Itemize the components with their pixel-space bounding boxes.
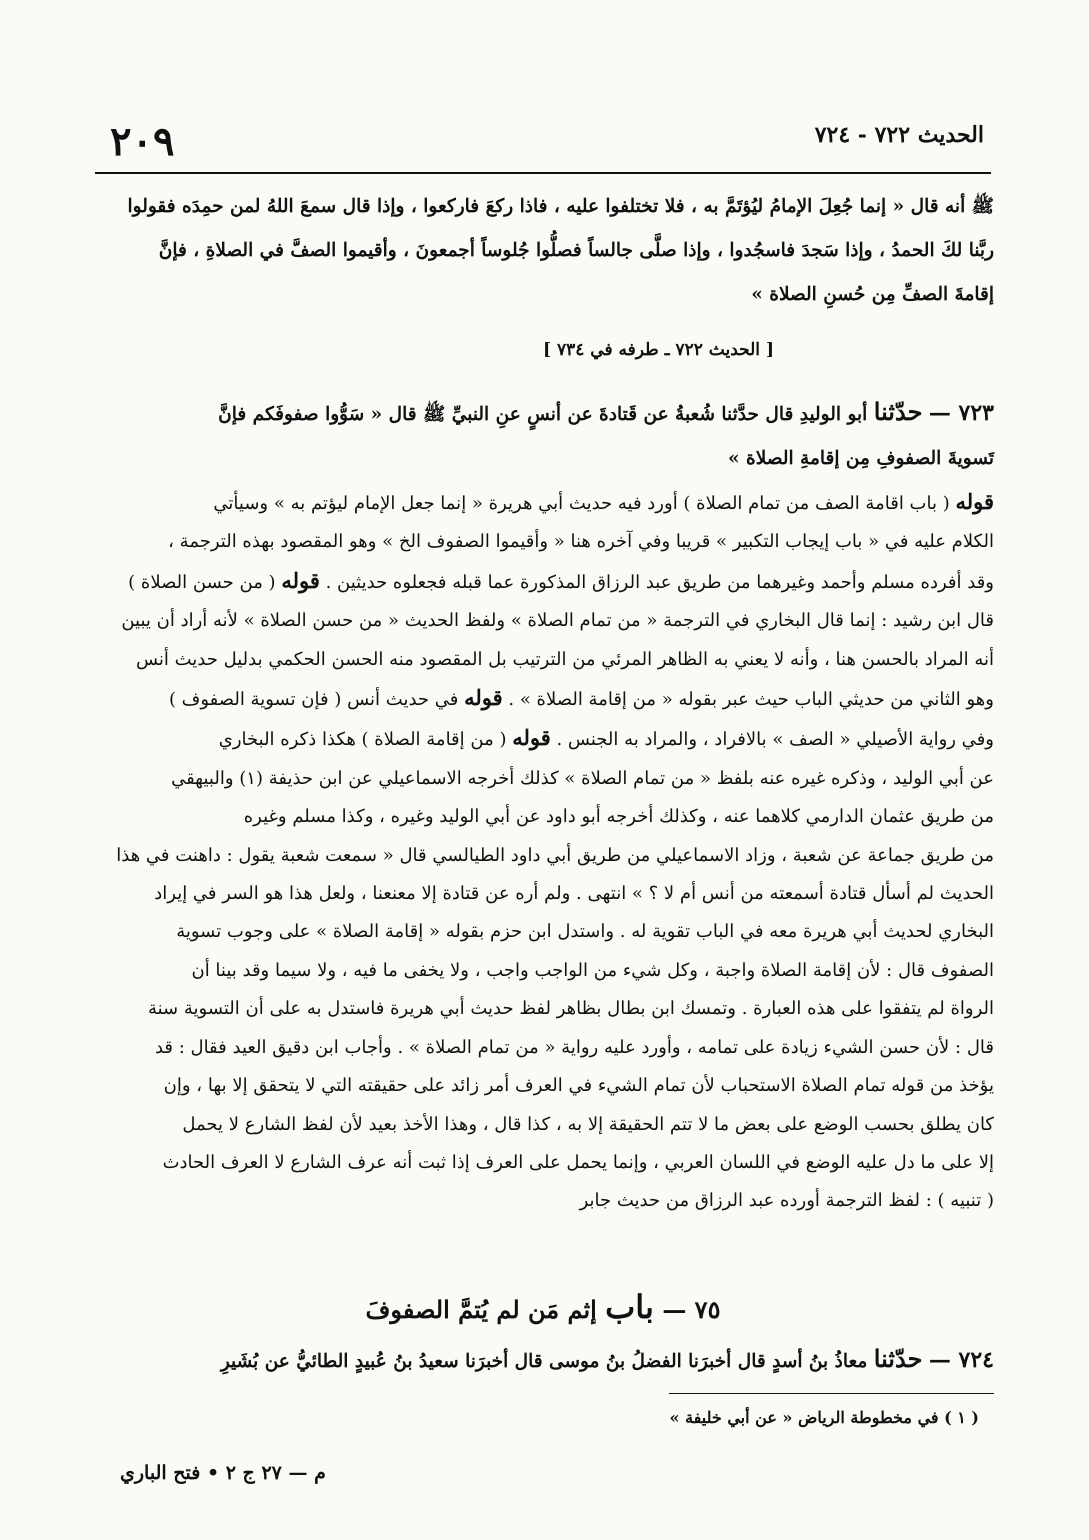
tanbih-note: ( تنبيه ) : لفظ الترجمة أورده عبد الرزاق من حديث جابر [579,1190,994,1212]
commentary-line [92,679,994,719]
hadith-number: ٧٢٣ — [928,400,994,426]
chapter-heading [92,1288,994,1326]
commentary-line: من طريق جماعة عن شعبة ، وزاد الاسماعيلي من طريق أبي داود الطيالسي قال « سمعت شعبة يقول : داهنت في هذا [116,844,994,866]
qawluhu-marker: قوله [512,725,551,751]
hadith-723-line-2: تَسويةَ الصفوفِ مِن إقامةِ الصلاة » [728,448,994,469]
commentary-line: الحديث لم أسأل قتادة أسمعته من أنس أم لا ؟ » انتهى . ولم أره عن قتادة إلا معنعنا ، ولعل هذا هو السر في إيراد [154,883,994,905]
hadith-line: إقامةَ الصفِّ مِن حُسنِ الصلاة » [751,284,994,305]
header-rule [95,172,991,174]
commentary-line [92,483,994,523]
commentary-line: من طريق عثمان الدارمي كلاهما عنه ، وكذلك أخرجه أبو داود عن أبي الوليد وغيره ، وكذا مسلم وغيره [243,806,994,828]
commentary-text: ( باب اقامة الصف من تمام الصلاة ) أورد فيه حديث أبي هريرة « إنما جعل الإمام ليؤتم به » وسيأتي [213,493,950,514]
commentary-line: عن أبي الوليد ، وذكره غيره عنه بلفظ « من تمام الصلاة » كذلك أخرجه الاسماعيلي عن ابن حذيفة (١) والبيهقي [171,767,994,789]
hadith-number: ٧٢٤ — [928,1347,994,1373]
hadith-line: ربَّنا لكَ الحمدُ ، وإذا سَجدَ فاسجُدوا ، وإذا صلَّى جالساً فصلُّوا جُلوساً أجمعونَ ، وأقيموا الصفَّ في الصلاةِ ، فإنَّ [158,240,994,261]
commentary-line: يؤخذ من قوله تمام الصلاة الاستحباب لأن تمام الشيء في العرف أمر زائد على حقيقته التي لا يتحقق إلا بها ، وإن [163,1075,994,1097]
commentary-line [92,562,994,602]
commentary-text: وفي رواية الأصيلي « الصف » بالافراد ، والمراد به الجنس . [556,729,994,751]
page-number: ٢٠٩ [110,118,175,165]
qawluhu-marker: قوله [955,489,994,514]
commentary-line: الرواة لم يتفقوا على هذه العبارة . وتمسك ابن بطال بظاهر لفظ حديث أبي هريرة فاستدل به على أن التسوية سنة [147,998,994,1020]
haddathana-label: حدّثنا [873,397,923,426]
commentary-line: قال : لأن حسن الشيء زيادة على تمامه ، وأورد عليه رواية « من تمام الصلاة » . وأجاب ابن دقيق العيد فقال : قد [154,1036,994,1058]
commentary [92,483,994,1221]
hadith-723-line-1 [92,390,994,437]
qawluhu-marker: قوله [464,685,503,711]
hadith-723 [92,390,994,481]
footnote-rule [669,1393,994,1394]
commentary-line: أنه المراد بالحسن هنا ، وأنه لا يعني به الظاهر المرئي من الترتيب بل المقصود منه الحسن الحكمي بدليل حديث أنس [135,648,994,670]
bab-label: باب [605,1288,654,1326]
commentary-text: وهو الثاني من حديثي الباب حيث عبر بقوله « من إقامة الصلاة » . [508,689,994,711]
qawluhu-marker: قوله [281,567,320,593]
commentary-line: البخاري لحديث أبي هريرة معه في الباب تقوية له . واستدل ابن حزم بقوله « إقامة الصلاة » على وجوب تسوية [176,921,994,943]
hadith-text: معاذُ بنُ أسدٍ قال أخبرَنا الفضلُ بنُ موسى قال أخبرَنا سعيدُ بنُ عُبيدٍ الطائيُّ عن بُشَيرِ [220,1351,868,1372]
chapter-title: إثم مَن لم يُتمَّ الصفوفَ [365,1295,597,1324]
commentary-line: الصفوف قال : لأن إقامة الصلاة واجبة ، وكل شيء من الواجب واجب ، ولا يخفى ما فيه ، ولا سيما وقد بينا أن [191,959,994,981]
commentary-text: ( من حسن الصلاة ) [128,571,276,593]
printer-signature: م — ٢٧ ج ٢ • فتح الباري [120,1462,326,1484]
haddathana-label: حدّثنا [873,1344,923,1373]
hadith-text: أبو الوليدِ قال حدَّثنا شُعبةُ عن قَتادةَ عن أنسٍ عنِ النبيِّ ﷺ قال « سَوُّوا صفوفَكم فإنَّ [218,404,868,425]
running-head: الحديث ٧٢٢ - ٧٢٤ [814,122,984,148]
commentary-text: ( من إقامة الصلاة ) هكذا ذكره البخاري [218,729,507,751]
commentary-line: كان يطلق بحسب الوضع على بعض ما لا تتم الحقيقة إلا به ، كذا قال ، وهذا الأخذ بعيد لأن لفظ الشارع لا يحمل [182,1113,994,1135]
commentary-line: إلا على ما دل عليه الوضع في اللسان العربي ، وإنما يحمل على العرف إذا ثبت أنه عرف الشارع لا العرف الحادث [162,1151,994,1173]
hadith-721-text [92,185,994,317]
hadith-724 [92,1337,994,1384]
footnote: ( ١ ) في مخطوطة الرياض « عن أبي خليفة » [669,1408,979,1427]
cross-reference: [ الحديث ٧٢٢ ـ طرفه في ٧٣٤ ] [543,340,774,360]
commentary-text: في حديث أنس ( فإن تسوية الصفوف ) [168,689,459,711]
hadith-line: ﷺ أنه قال « إنما جُعِلَ الإمامُ ليُؤتَمَّ به ، فلا تختلفوا عليه ، فاذا ركعَ فاركعوا ، وإذا قال سمعَ اللهُ لمن حمِدَه فقولوا [127,196,994,217]
hadith-724-line [92,1337,994,1384]
chapter-number: ٧٥ — [662,1295,721,1324]
commentary-line [92,719,994,759]
commentary-line: قال ابن رشيد : إنما قال البخاري في الترجمة « من تمام الصلاة » ولفظ الحديث « من حسن الصلاة » لأنه أراد أن يبين [121,610,994,632]
commentary-text: وقد أفرده مسلم وأحمد وغيرهما من طريق عبد الرزاق المذكورة عما قبله فجعلوه حديثين . [325,571,994,593]
commentary-line: الكلام عليه في « باب إيجاب التكبير » قريبا وفي آخره هنا « وأقيموا الصفوف الخ » وهو المقصود بهذه الترجمة ، [168,531,994,553]
